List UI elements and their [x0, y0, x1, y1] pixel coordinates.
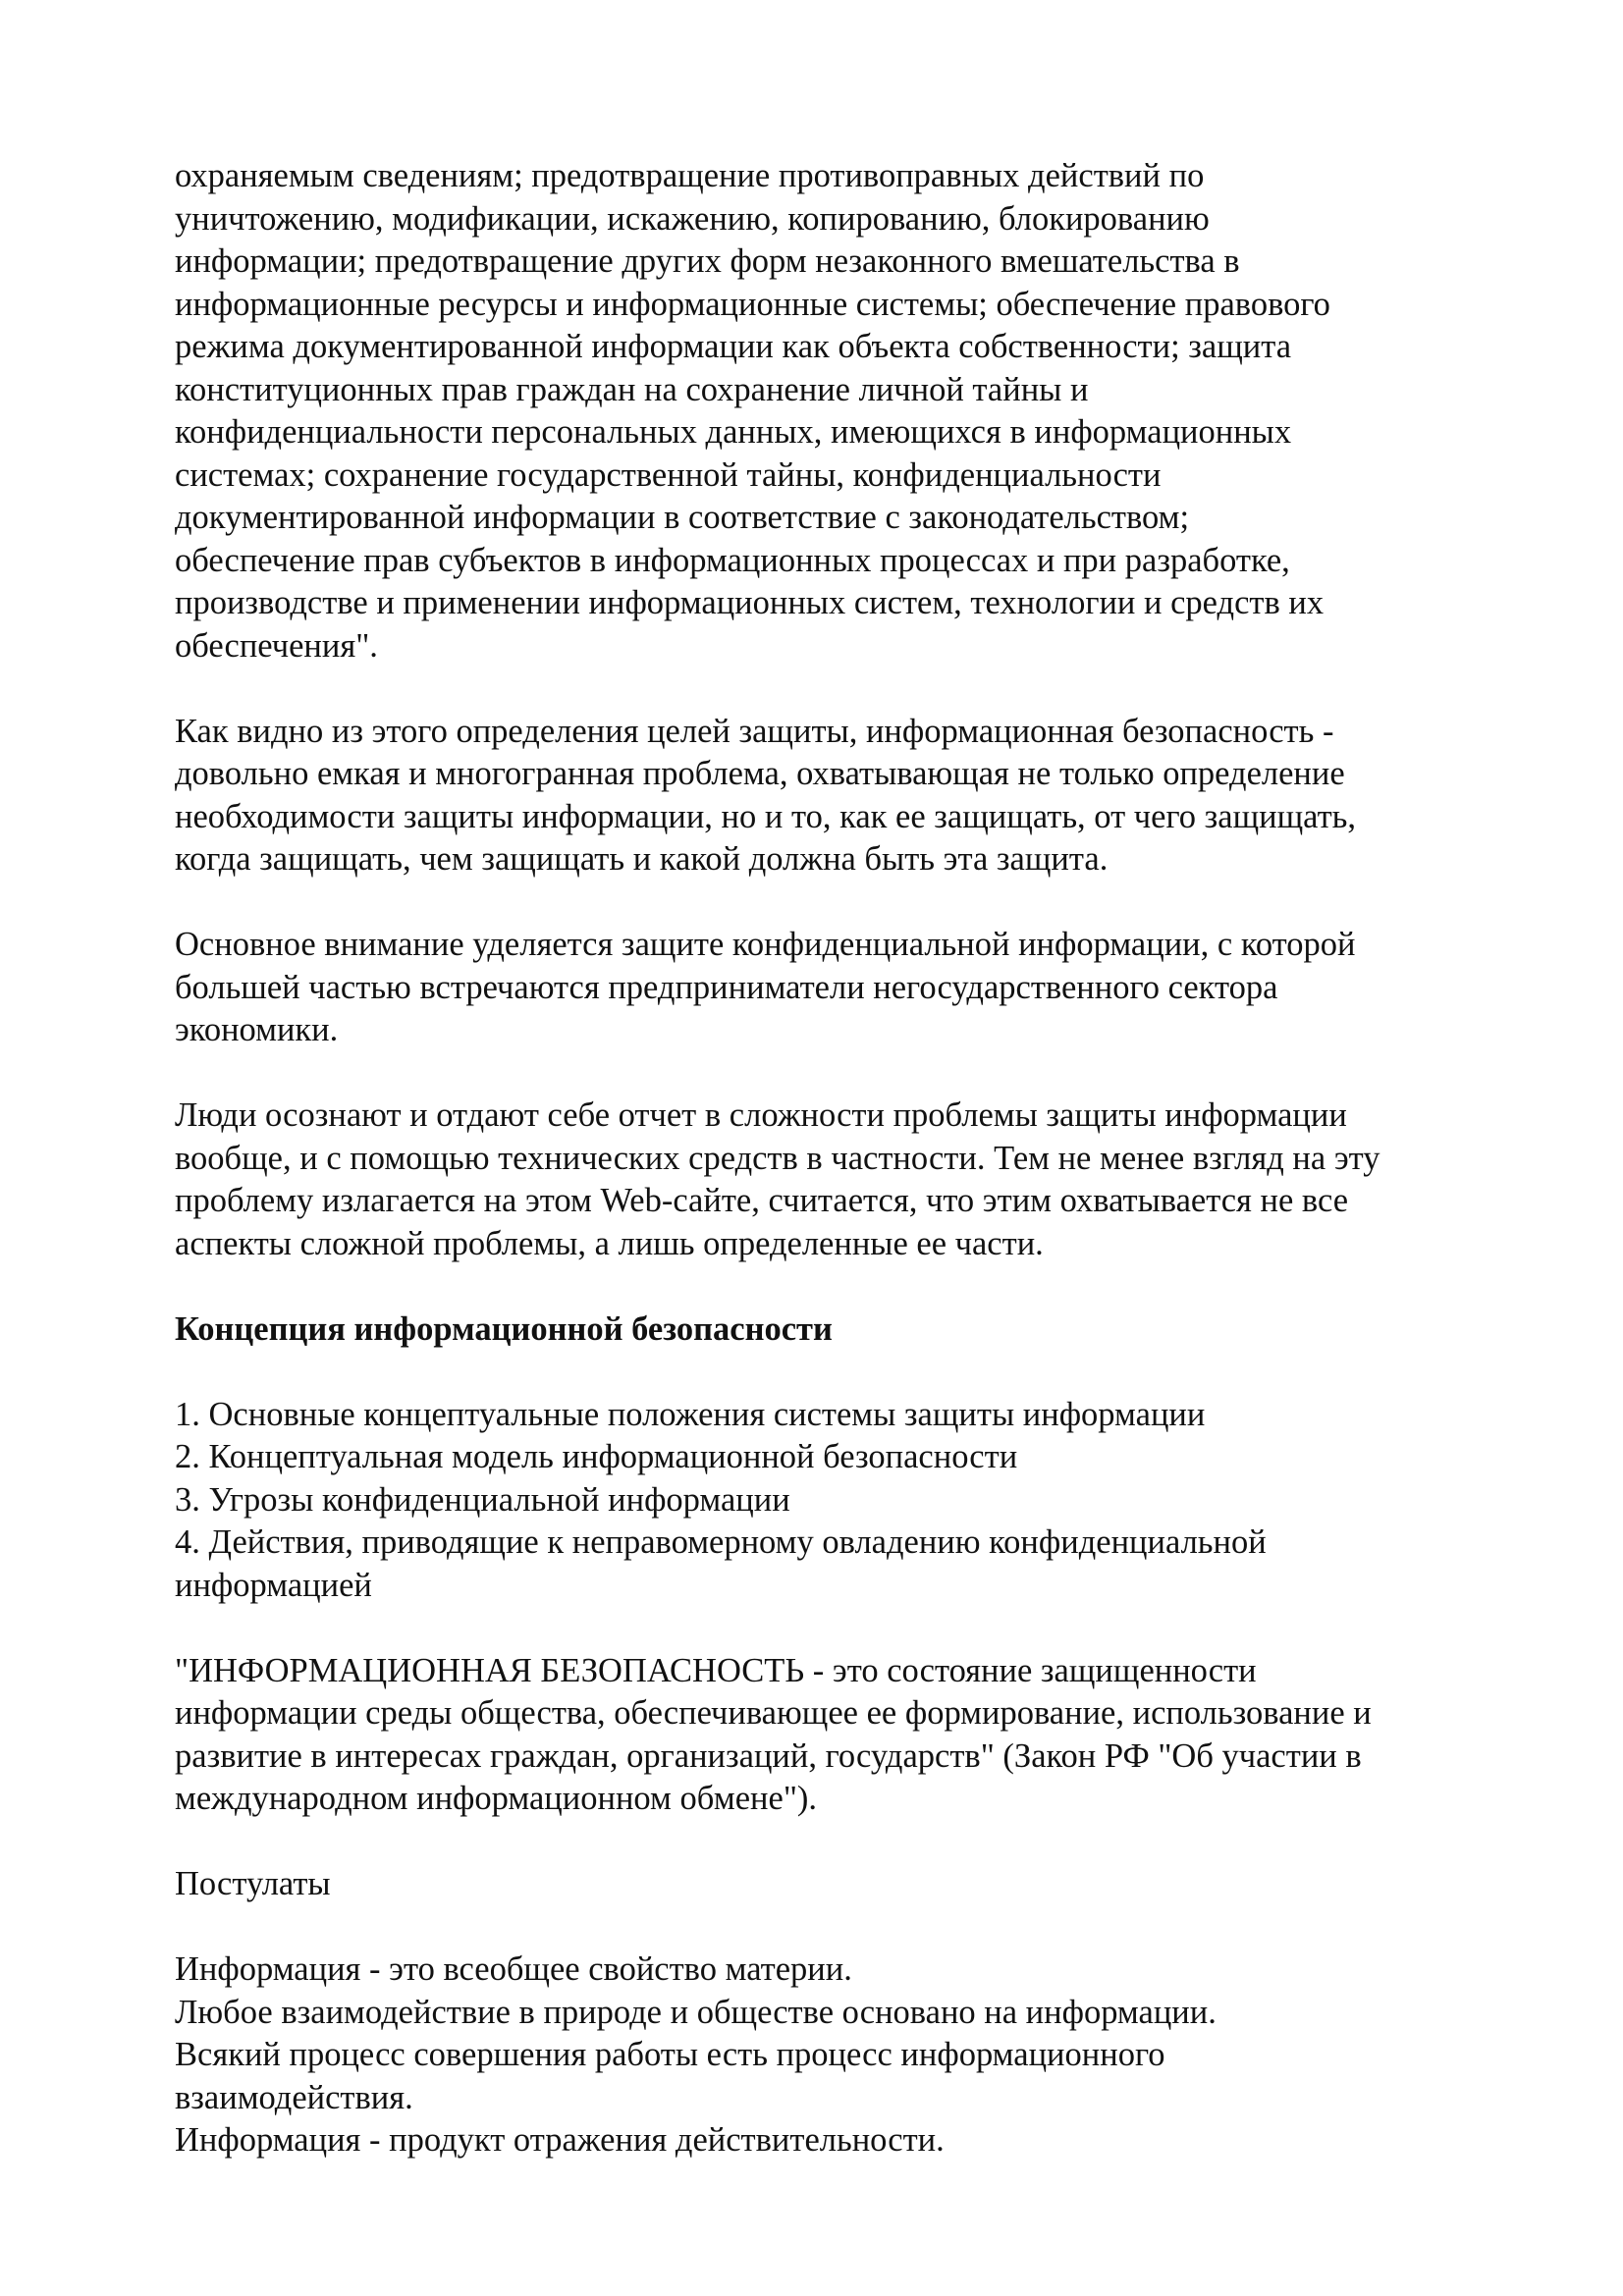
text-line: довольно емкая и многогранная проблема, охватывающая не только определение — [175, 755, 1345, 792]
postulates-list — [175, 1949, 1510, 2163]
text-line: Люди осознают и отдают себе отчет в сложности проблемы защиты информации — [175, 1096, 1347, 1134]
paragraph-law-definition — [175, 1650, 1510, 1821]
text-line: вообще, и с помощью технических средств в частности. Тем не менее взгляд на эту — [175, 1139, 1380, 1177]
text-line: обеспечения". — [175, 626, 378, 665]
text-line: информации; предотвращение других форм незаконного вмешательства в — [175, 242, 1240, 280]
paragraph-goals-continuation — [175, 155, 1510, 667]
paragraph-complexity — [175, 1095, 1510, 1265]
text-line: системах; сохранение государственной тайны, конфиденциальности — [175, 455, 1162, 494]
toc-item: 3. Угрозы конфиденциальной информации — [175, 1480, 790, 1519]
text-line: большей частью встречаются предприниматели негосударственного сектора — [175, 968, 1278, 1006]
text-line: конституционных прав граждан на сохранение личной тайны и — [175, 370, 1089, 408]
text-line: конфиденциальности персональных данных, имеющихся в информационных — [175, 413, 1292, 451]
text-line: Как видно из этого определения целей защиты, информационная безопасность - — [175, 712, 1334, 750]
text-line: Основное внимание уделяется защите конфиденциальной информации, с которой — [175, 926, 1356, 963]
text-line: Постулаты — [175, 1865, 331, 1902]
text-line: уничтожению, модификации, искажению, копированию, блокированию — [175, 199, 1210, 238]
text-line: обеспечение прав субъектов в информационных процессах и при разработке, — [175, 541, 1290, 579]
toc-item: 1. Основные концептуальные положения системы защиты информации — [175, 1395, 1206, 1433]
toc-item-continuation: информацией — [175, 1566, 372, 1604]
text-line: международном информационном обмене"). — [175, 1780, 818, 1817]
text-line: информации среды общества, обеспечивающее ее формирование, использование и — [175, 1694, 1372, 1732]
text-line: экономики. — [175, 1011, 339, 1048]
text-line: аспекты сложной проблемы, а лишь определенные ее части. — [175, 1224, 1044, 1262]
text-line: когда защищать, чем защищать и какой должна быть эта защита. — [175, 840, 1109, 878]
text-line: необходимости защиты информации, но и то, как ее защищать, от чего защищать, — [175, 797, 1357, 835]
document-page — [175, 155, 1510, 2205]
text-line: производстве и применении информационных систем, технологии и средств их — [175, 584, 1325, 621]
text-line: "ИНФОРМАЦИОННАЯ БЕЗОПАСНОСТЬ - это состояние защищенности — [175, 1651, 1257, 1689]
table-of-contents — [175, 1394, 1510, 1608]
paragraph-main-focus — [175, 924, 1510, 1052]
text-line: развитие в интересах граждан, организаций, государств" (Закон РФ "Об участии в — [175, 1736, 1362, 1775]
toc-item: 4. Действия, приводящие к неправомерному овладению конфиденциальной — [175, 1523, 1267, 1561]
postulate-item: Информация - продукт отражения действительности. — [175, 2121, 945, 2159]
toc-item: 2. Концептуальная модель информационной безопасности — [175, 1438, 1018, 1475]
text-line: документированной информации в соответствие с законодательством; — [175, 499, 1190, 536]
postulate-item-continuation: взаимодействия. — [175, 2078, 413, 2116]
postulate-item: Любое взаимодействие в природе и обществе основано на информации. — [175, 1993, 1217, 2031]
postulates-title — [175, 1863, 1510, 1906]
section-heading: Концепция информационной безопасности — [175, 1309, 833, 1348]
postulate-item: Информация - это всеобщее свойство материи. — [175, 1950, 852, 1988]
text-line: режима документированной информации как объекта собственности; защита — [175, 328, 1292, 365]
text-line: информационные ресурсы и информационные системы; обеспечение правового — [175, 285, 1330, 323]
text-line: охраняемым сведениям; предотвращение противоправных действий по — [175, 157, 1205, 194]
text-line: проблему излагается на этом Web-сайте, считается, что этим охватывается не все — [175, 1182, 1349, 1219]
paragraph-definition-scope — [175, 711, 1510, 881]
postulate-item: Всякий процесс совершения работы есть процесс информационного — [175, 2036, 1165, 2073]
